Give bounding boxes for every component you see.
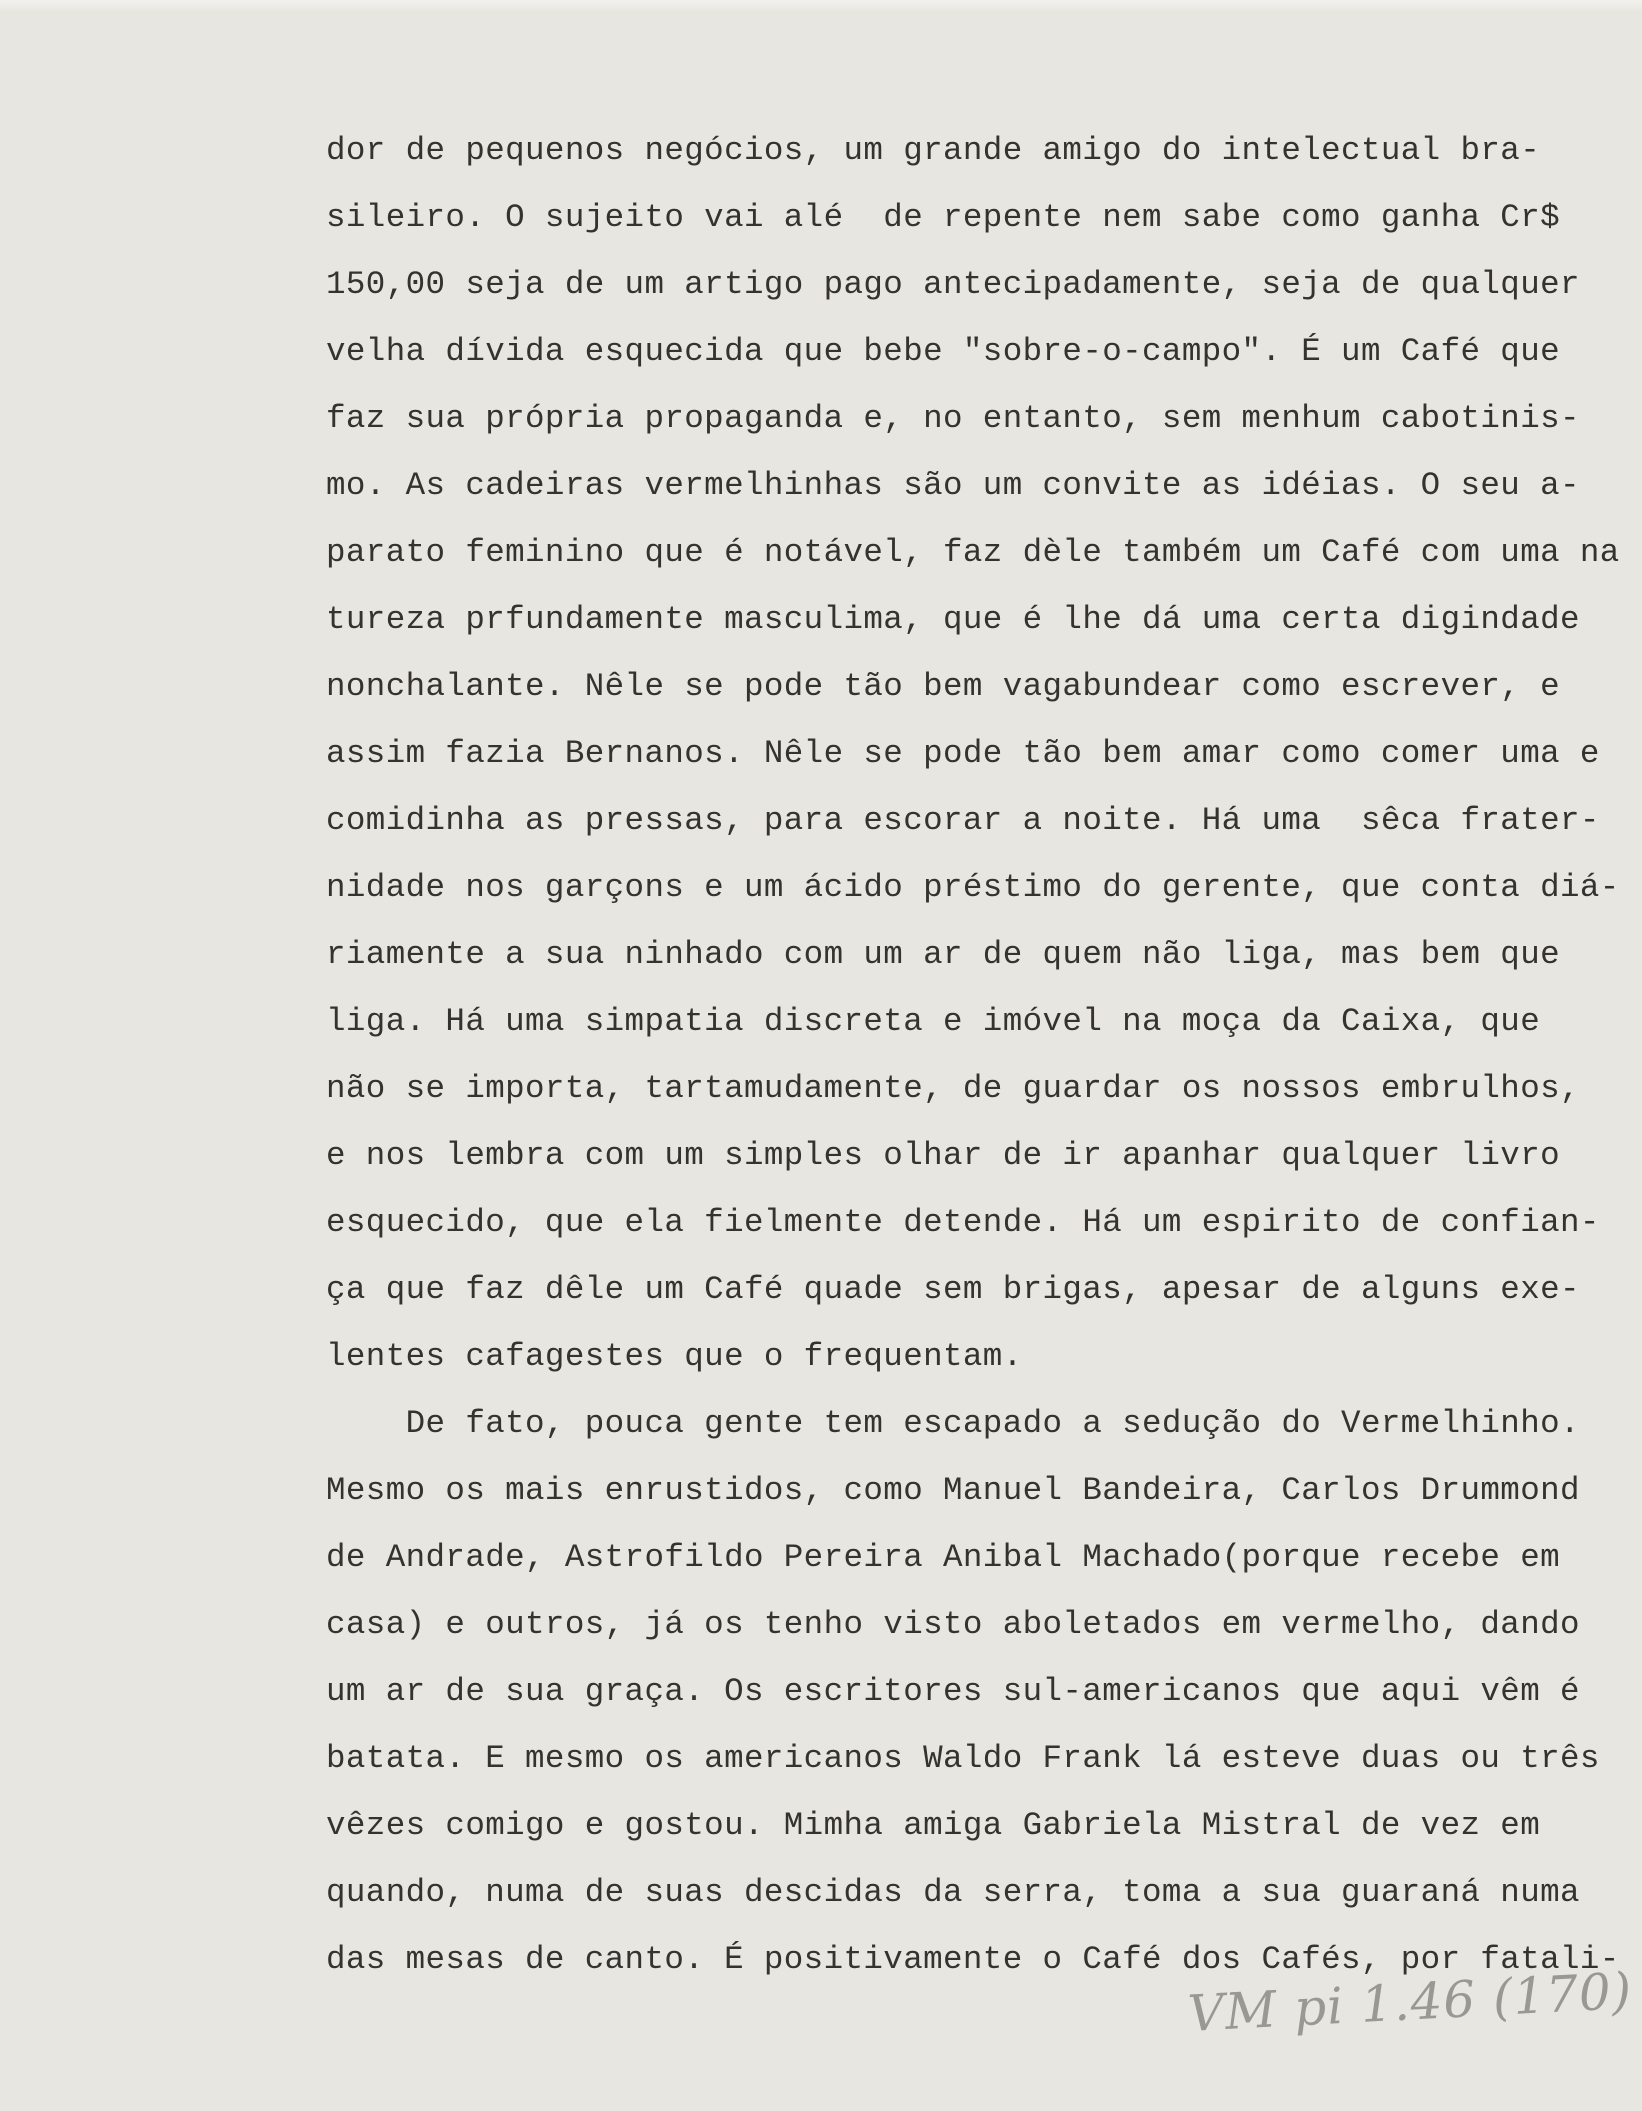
text-line: comidinha as pressas, para escorar a noite. Há uma sêca frater-: [326, 802, 1600, 839]
text-line: não se importa, tartamudamente, de guardar os nossos embrulhos,: [326, 1070, 1580, 1107]
text-line: tureza prfundamente masculima, que é lhe dá uma certa digindade: [326, 601, 1580, 638]
text-line: esquecido, que ela fielmente detende. Há um espirito de confian-: [326, 1204, 1600, 1241]
text-line: nonchalante. Nêle se pode tão bem vagabundear como escrever, e: [326, 668, 1560, 705]
text-line: parato feminino que é notável, faz dèle também um Café com uma na: [326, 534, 1620, 571]
text-line: riamente a sua ninhado com um ar de quem não liga, mas bem que: [326, 936, 1560, 973]
text-line: das mesas de canto. É positivamente o Café dos Cafés, por fatali-: [326, 1941, 1620, 1978]
text-line: mo. As cadeiras vermelhinhas são um convite as idéias. O seu a-: [326, 467, 1580, 504]
text-line: casa) e outros, já os tenho visto aboletados em vermelho, dando: [326, 1606, 1580, 1643]
text-line: nidade nos garçons e um ácido préstimo do gerente, que conta diá-: [326, 869, 1620, 906]
text-line: vêzes comigo e gostou. Mimha amiga Gabriela Mistral de vez em: [326, 1807, 1541, 1844]
text-line: liga. Há uma simpatia discreta e imóvel na moça da Caixa, que: [326, 1003, 1541, 1040]
typed-text-body: [326, 129, 1626, 2005]
text-line: Mesmo os mais enrustidos, como Manuel Bandeira, Carlos Drummond: [326, 1472, 1580, 1509]
page-top-edge: [0, 0, 1642, 12]
text-line: velha dívida esquecida que bebe "sobre-o-campo". É um Café que: [326, 333, 1560, 370]
text-line: 150,00 seja de um artigo pago antecipadamente, seja de qualquer: [326, 266, 1580, 303]
text-line: ça que faz dêle um Café quade sem brigas, apesar de alguns exe-: [326, 1271, 1580, 1308]
text-line: faz sua própria propaganda e, no entanto, sem menhum cabotinis-: [326, 400, 1580, 437]
text-line: batata. E mesmo os americanos Waldo Frank lá esteve duas ou três: [326, 1740, 1600, 1777]
text-line: de Andrade, Astrofildo Pereira Anibal Machado(porque recebe em: [326, 1539, 1560, 1576]
text-line: dor de pequenos negócios, um grande amigo do intelectual bra-: [326, 132, 1541, 169]
text-line: quando, numa de suas descidas da serra, toma a sua guaraná numa: [326, 1874, 1580, 1911]
text-line: lentes cafagestes que o frequentam.: [326, 1338, 1023, 1375]
text-line: um ar de sua graça. Os escritores sul-americanos que aqui vêm é: [326, 1673, 1580, 1710]
text-line: De fato, pouca gente tem escapado a sedução do Vermelhinho.: [326, 1405, 1580, 1442]
text-line: e nos lembra com um simples olhar de ir apanhar qualquer livro: [326, 1137, 1560, 1174]
text-line: assim fazia Bernanos. Nêle se pode tão bem amar como comer uma e: [326, 735, 1600, 772]
text-line: sileiro. O sujeito vai alé de repente nem sabe como ganha Cr$: [326, 199, 1560, 236]
handwritten-page-reference: VM pi 1.46 (170): [1186, 1961, 1634, 2043]
